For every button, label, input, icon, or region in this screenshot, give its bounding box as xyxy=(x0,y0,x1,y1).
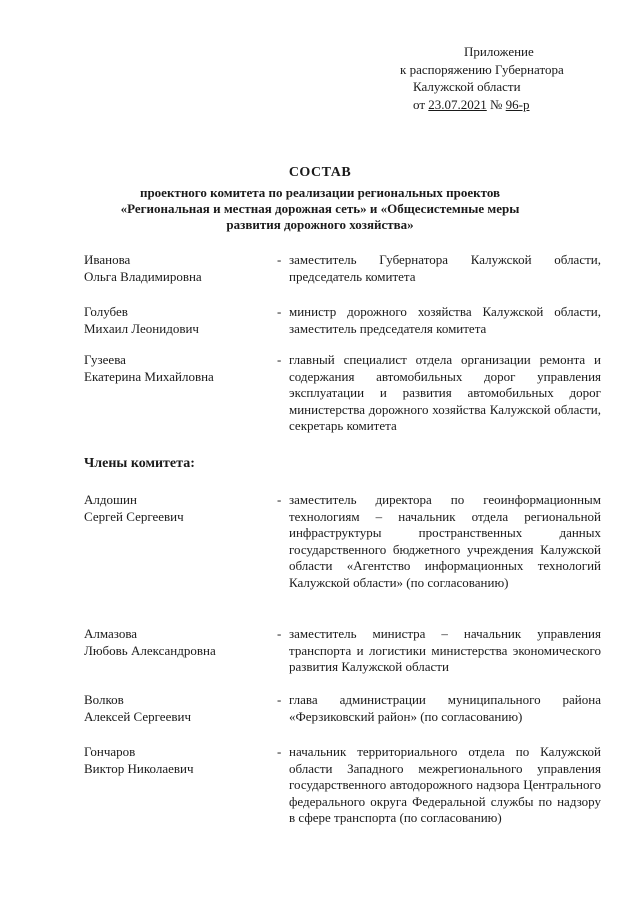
person-role: главный специалист отдела организации ремонта и содержания автомобильных дорог управления эксплуатации и развития автомобильных дорог министерства дорожного хозяйства Калужской области, секретарь комитета xyxy=(289,352,601,433)
person-surname: Голубев xyxy=(84,304,128,319)
person-role: министр дорожного хозяйства Калужской области, заместитель председателя комитета xyxy=(289,304,601,336)
person-role: заместитель министра – начальник управления транспорта и логистики министерства экономического развития Калужской области xyxy=(289,626,601,674)
person-name xyxy=(84,744,274,777)
appendix-number-sign: № xyxy=(486,96,506,112)
person-name xyxy=(84,252,274,285)
person-given-name: Виктор Николаевич xyxy=(84,760,194,776)
dash-separator: - xyxy=(277,626,282,641)
appendix-region-line: Калужской области xyxy=(413,79,521,94)
person-name xyxy=(84,352,274,385)
document-title xyxy=(60,165,580,233)
dash-separator: - xyxy=(277,492,282,507)
members-heading: Члены комитета: xyxy=(84,456,195,471)
person-role: начальник территориального отдела по Калужской области Западного межрегионального управления государственного автодорожного надзора Центрального федерального округа Федеральной службы по надзору в сфере транспорта (по согласованию) xyxy=(289,744,601,825)
title-main: СОСТАВ xyxy=(288,165,352,180)
person-given-name: Ольга Владимировна xyxy=(84,268,202,284)
dash-separator: - xyxy=(277,352,282,367)
dash-separator: - xyxy=(277,252,282,267)
person-surname: Алмазова xyxy=(84,626,138,641)
person-name xyxy=(84,492,274,525)
appendix-title: Приложение xyxy=(464,44,534,59)
person-surname: Гузеева xyxy=(84,352,126,367)
dash-separator: - xyxy=(277,744,282,759)
person-name xyxy=(84,626,274,659)
person-surname: Волков xyxy=(84,692,124,707)
appendix-decree-line: к распоряжению Губернатора xyxy=(400,61,564,77)
title-line-3: развития дорожного хозяйства» xyxy=(226,217,414,232)
person-surname: Гончаров xyxy=(84,744,136,759)
appendix-number: 96-р xyxy=(505,96,530,112)
appendix-date: 23.07.2021 xyxy=(428,96,487,112)
appendix-date-line xyxy=(400,96,630,114)
person-surname: Алдошин xyxy=(84,492,137,507)
person-surname: Иванова xyxy=(84,252,131,267)
person-given-name: Екатерина Михайловна xyxy=(84,368,214,384)
title-line-1: проектного комитета по реализации региональных проектов xyxy=(139,185,501,200)
person-given-name: Любовь Александровна xyxy=(84,642,216,658)
person-name xyxy=(84,692,274,725)
appendix-header xyxy=(400,43,630,113)
person-role: заместитель Губернатора Калужской области, председатель комитета xyxy=(289,252,601,284)
person-given-name: Сергей Сергеевич xyxy=(84,508,184,524)
person-role: глава администрации муниципального района «Ферзиковский район» (по согласованию) xyxy=(289,692,601,724)
person-role: заместитель директора по геоинформационным технологиям – начальник отдела региональной инфраструктуры пространственных данных государственного бюджетного учреждения Калужской области «Агентство информационных технологий Калужской области» (по согласованию) xyxy=(289,492,601,590)
dash-separator: - xyxy=(277,304,282,319)
dash-separator: - xyxy=(277,692,282,707)
title-line-2: «Региональная и местная дорожная сеть» и «Общесистемные меры xyxy=(120,201,520,216)
appendix-date-prefix: от xyxy=(413,96,429,112)
person-name xyxy=(84,304,274,337)
person-given-name: Михаил Леонидович xyxy=(84,320,199,336)
person-given-name: Алексей Сергеевич xyxy=(84,708,191,724)
